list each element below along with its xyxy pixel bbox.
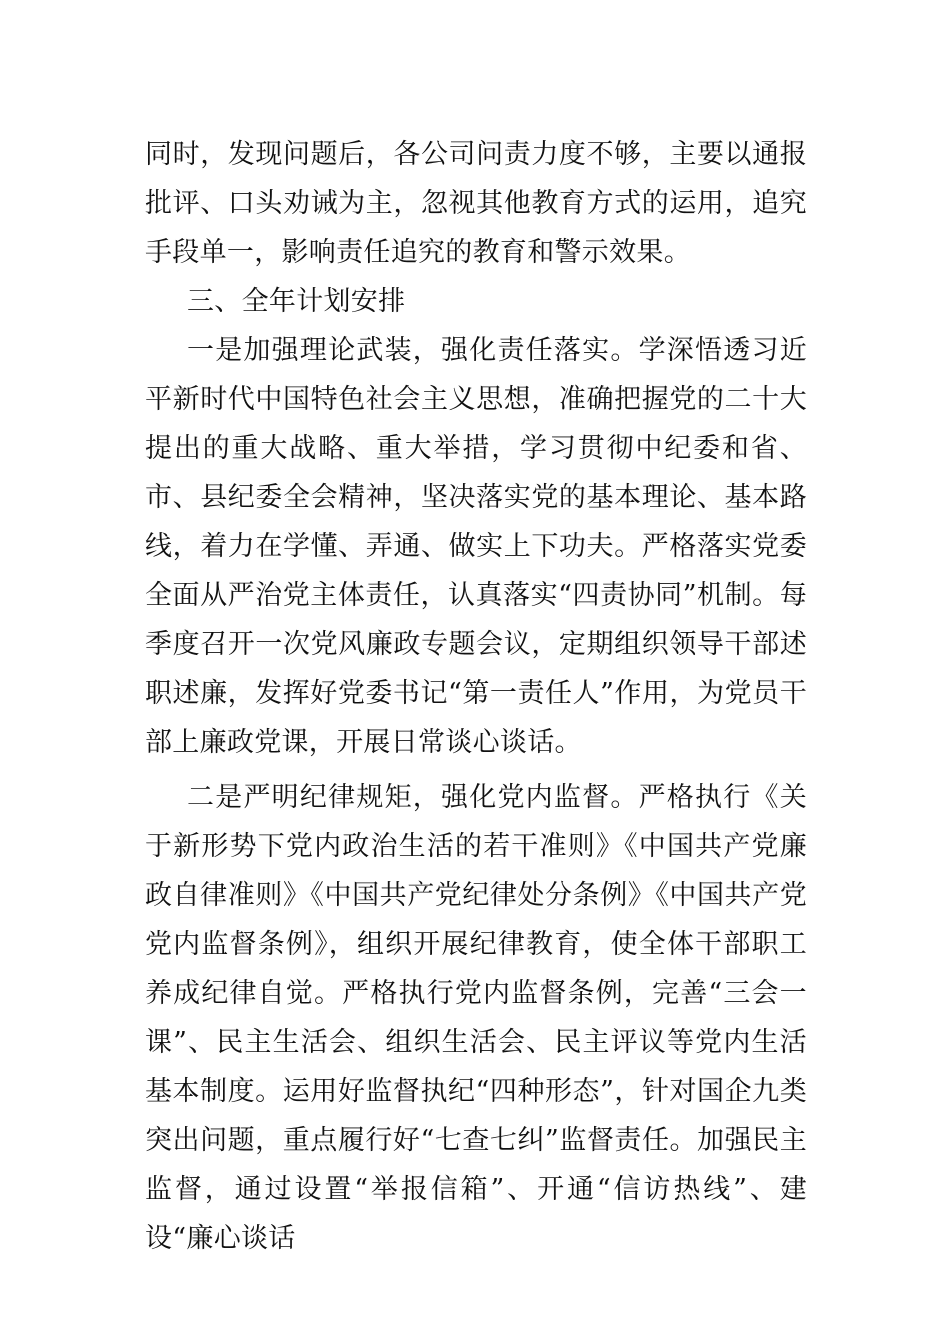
- paragraph-plan-one: 一是加强理论武装，强化责任落实。学深悟透习近平新时代中国特色社会主义思想，准确把握党的二十大提出的重大战略、重大举措，学习贯彻中纪委和省、市、县纪委全会精神，坚决落实党的基本理论、基本路线，着力在学懂、弄通、做实上下功夫。严格落实党委全面从严治党主体责任，认真落实“四责协同”机制。每季度召开一次党风廉政专题会议，定期组织领导干部述职述廉，发挥好党委书记“第一责任人”作用，为党员干部上廉政党课，开展日常谈心谈话。: [145, 335, 807, 758]
- section-heading: 三、全年计划安排: [187, 286, 406, 317]
- document-body: [145, 130, 807, 1263]
- paragraph-continuation: 同时，发现问题后，各公司问责力度不够，主要以通报批评、口头劝诫为主，忽视其他教育方式的运用，追究手段单一，影响责任追究的教育和警示效果。: [145, 139, 807, 268]
- paragraph-plan-two: 二是严明纪律规矩，强化党内监督。严格执行《关于新形势下党内政治生活的若干准则》《中国共产党廉政自律准则》《中国共产党纪律处分条例》《中国共产党党内监督条例》，组织开展纪律教育，使全体干部职工养成纪律自觉。严格执行党内监督条例，完善“三会一课”、民主生活会、组织生活会、民主评议等党内生活基本制度。运用好监督执纪“四种形态”，针对国企九类突出问题，重点履行好“七查七纠”监督责任。加强民主监督，通过设置“举报信箱”、开通“信访热线”、建设“廉心谈话: [145, 782, 807, 1254]
